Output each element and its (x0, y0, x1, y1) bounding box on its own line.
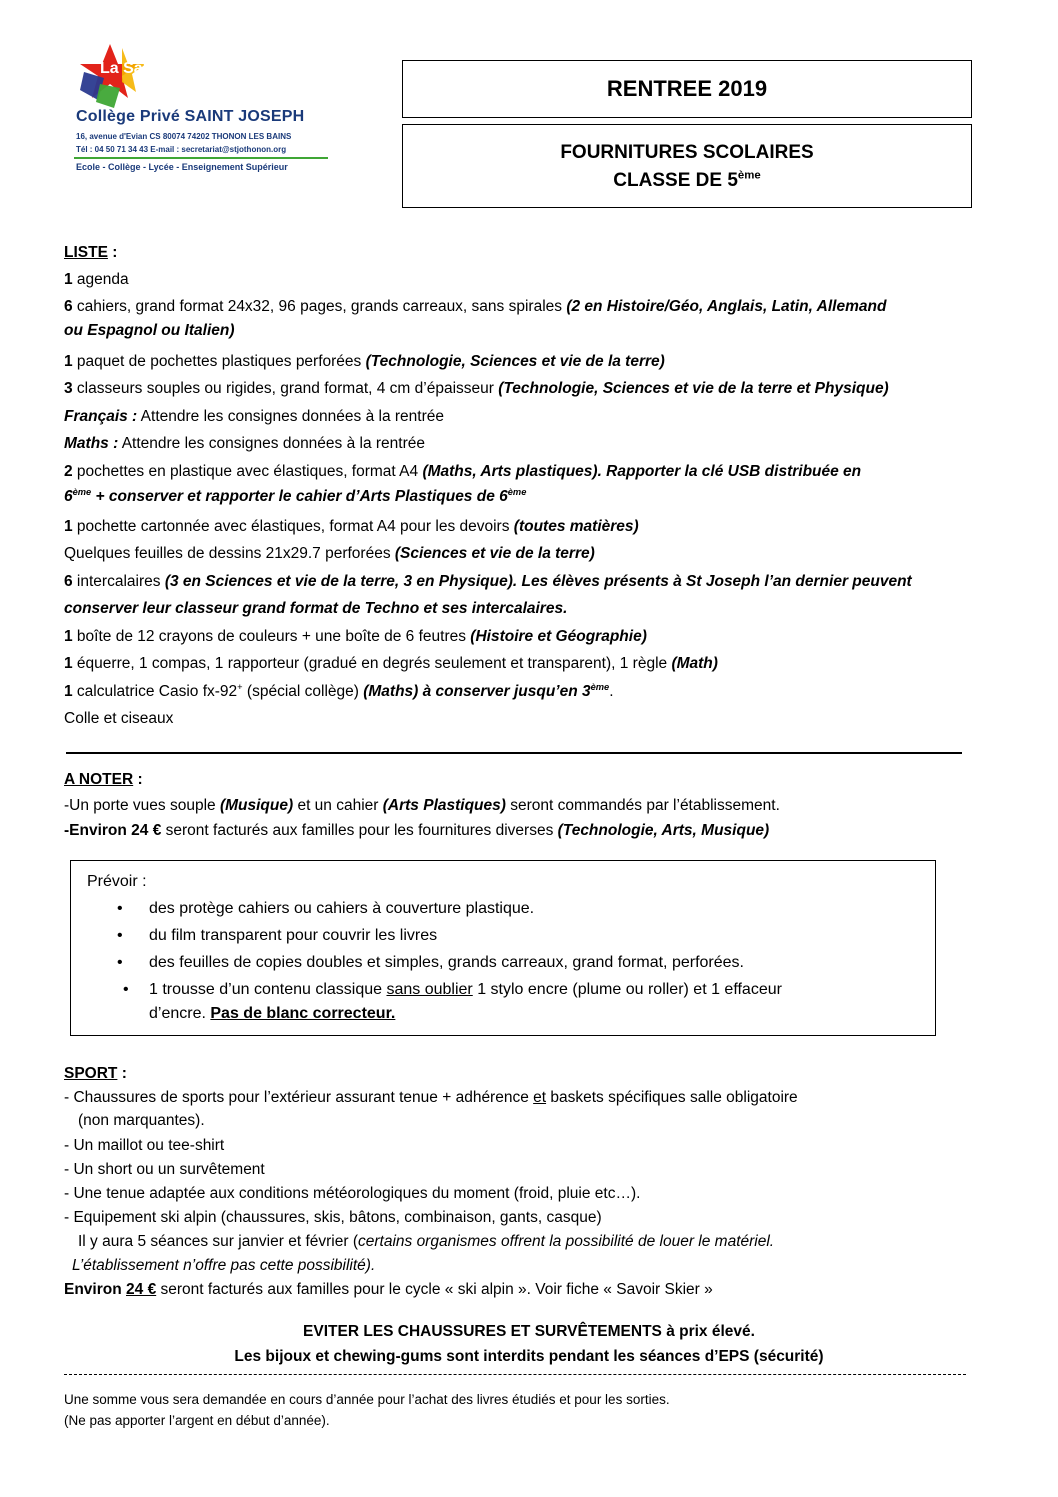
list-item: Colle et ciseaux (64, 710, 174, 727)
noter-heading: A NOTER : (64, 771, 143, 788)
prevoir-heading: Prévoir : (87, 873, 147, 890)
prevoir-item: • des feuilles de copies doubles et simples, grands carreaux, grand format, perforées. (117, 952, 744, 974)
prevoir-item: • des protège cahiers ou cahiers à couverture plastique. (117, 898, 534, 920)
list-item: 1 équerre, 1 compas, 1 rapporteur (gradué en degrés seulement et transparent), 1 règle (Math) (64, 655, 718, 672)
section-divider (66, 752, 962, 754)
sport-item: - Equipement ski alpin (chaussures, skis, bâtons, combinaison, gants, casque) (64, 1209, 602, 1226)
bullet-icon: • (117, 900, 123, 917)
liste-heading: LISTE : (64, 244, 118, 261)
prevoir-item: • 1 trousse d’un contenu classique sans oublier 1 stylo encre (plume ou roller) et 1 effaceur (123, 979, 782, 1001)
note-item: -Environ 24 € seront facturés aux familles pour les fournitures diverses (Technologie, Arts, Musique) (64, 822, 770, 839)
list-item: 6 intercalaires (3 en Sciences et vie de la terre, 3 en Physique). Les élèves présents à St Joseph l’an dernier peuvent (64, 573, 912, 590)
list-item: 2 pochettes en plastique avec élastiques, format A4 (Maths, Arts plastiques). Rapporter la clé USB distribuée en (64, 463, 862, 480)
list-item: 1 agenda (64, 271, 129, 288)
title-box (402, 60, 972, 118)
prevoir-item: • du film transparent pour couvrir les livres (117, 925, 437, 947)
sport-heading: SPORT : (64, 1065, 127, 1082)
logo-sub: Thonon les Bains (140, 78, 195, 85)
subtitle-line2: CLASSE DE 5ème (613, 169, 761, 191)
list-item: Maths : Attendre les consignes données à la rentrée (64, 435, 426, 452)
subtitle-box (402, 124, 972, 208)
school-logo (70, 42, 340, 192)
sport-item: - Un short ou un survêtement (64, 1161, 265, 1178)
sport-item: - Une tenue adaptée aux conditions météorologiques du moment (froid, pluie etc…). (64, 1185, 641, 1202)
sport-item: - Un maillot ou tee-shirt (64, 1137, 225, 1154)
sport-item-continued: (non marquantes). (78, 1112, 205, 1129)
page-title: RENTREE 2019 (606, 76, 768, 101)
list-item-continued: ou Espagnol ou Italien) (64, 322, 235, 339)
prevoir-box (70, 860, 936, 1036)
logo-tagline: Ecole - Collège - Lycée - Enseignement Supérieur (76, 162, 288, 172)
logo-address: 16, avenue d'Evian CS 80074 74202 THONON LES BAINS (76, 132, 292, 141)
bullet-icon: • (117, 954, 123, 971)
bullet-icon: • (117, 927, 123, 944)
prevoir-item-continued: d’encre. Pas de blanc correcteur. (149, 1005, 396, 1022)
note-item: -Un porte vues souple (Musique) et un cahier (Arts Plastiques) seront commandés par l’établissement. (64, 797, 780, 814)
footer-note: (Ne pas apporter l’argent en début d’année). (64, 1413, 330, 1428)
footer-note: Une somme vous sera demandée en cours d’année pour l’achat des livres étudiés et pour les sorties. (64, 1392, 670, 1407)
list-item-continued: 6ème + conserver et rapporter le cahier d’Arts Plastiques de 6ème (64, 486, 527, 505)
logo-college-name: Collège Privé SAINT JOSEPH (76, 108, 305, 125)
sport-item: Environ 24 € seront facturés aux familles pour le cycle « ski alpin ». Voir fiche « Savoir Skier » (64, 1281, 713, 1298)
list-item: 1 calculatrice Casio fx-92+ (spécial collège) (Maths) à conserver jusqu’en 3ème. (64, 681, 614, 700)
list-item: 1 paquet de pochettes plastiques perforées (Technologie, Sciences et vie de la terre) (64, 353, 665, 370)
list-item: 1 boîte de 12 crayons de couleurs + une boîte de 6 feutres (Histoire et Géographie) (64, 628, 647, 645)
logo-divider (74, 157, 328, 159)
list-item: 1 pochette cartonnée avec élastiques, format A4 pour les devoirs (toutes matières) (64, 518, 639, 535)
list-item: Quelques feuilles de dessins 21x29.7 perforées (Sciences et vie de la terre) (64, 545, 595, 562)
list-item-continued: conserver leur classeur grand format de Techno et ses intercalaires. (64, 600, 568, 617)
sport-item: - Chaussures de sports pour l’extérieur assurant tenue + adhérence et baskets spécifiques salle obligatoire (64, 1089, 798, 1106)
warning-line: Les bijoux et chewing-gums sont interdits pendant les séances d’EPS (sécurité) (234, 1348, 824, 1365)
warning-line: EVITER LES CHAUSSURES ET SURVÊTEMENTS à prix élevé. (303, 1323, 755, 1340)
list-item: 3 classeurs souples ou rigides, grand format, 4 cm d’épaisseur (Technologie, Sciences et vie de la terre et Physique) (64, 380, 889, 397)
sport-item: Il y aura 5 séances sur janvier et février (certains organismes offrent la possibilité de louer le matériel. (78, 1233, 775, 1250)
sport-item-continued: L’établissement n’offre pas cette possibilité). (72, 1257, 376, 1274)
list-item: Français : Attendre les consignes données à la rentrée (64, 408, 444, 425)
dashed-divider (64, 1374, 966, 1375)
list-item: 6 cahiers, grand format 24x32, 96 pages, grands carreaux, sans spirales (2 en Histoire/Géo, Anglais, Latin, Allemand (64, 298, 887, 315)
logo-contact: Tél : 04 50 71 34 43 E-mail : secretariat@stjothonon.org (76, 145, 287, 154)
bullet-icon: • (123, 981, 129, 998)
subtitle-line1: FOURNITURES SCOLAIRES (560, 142, 814, 163)
logo-brand: La Salle (100, 60, 161, 77)
